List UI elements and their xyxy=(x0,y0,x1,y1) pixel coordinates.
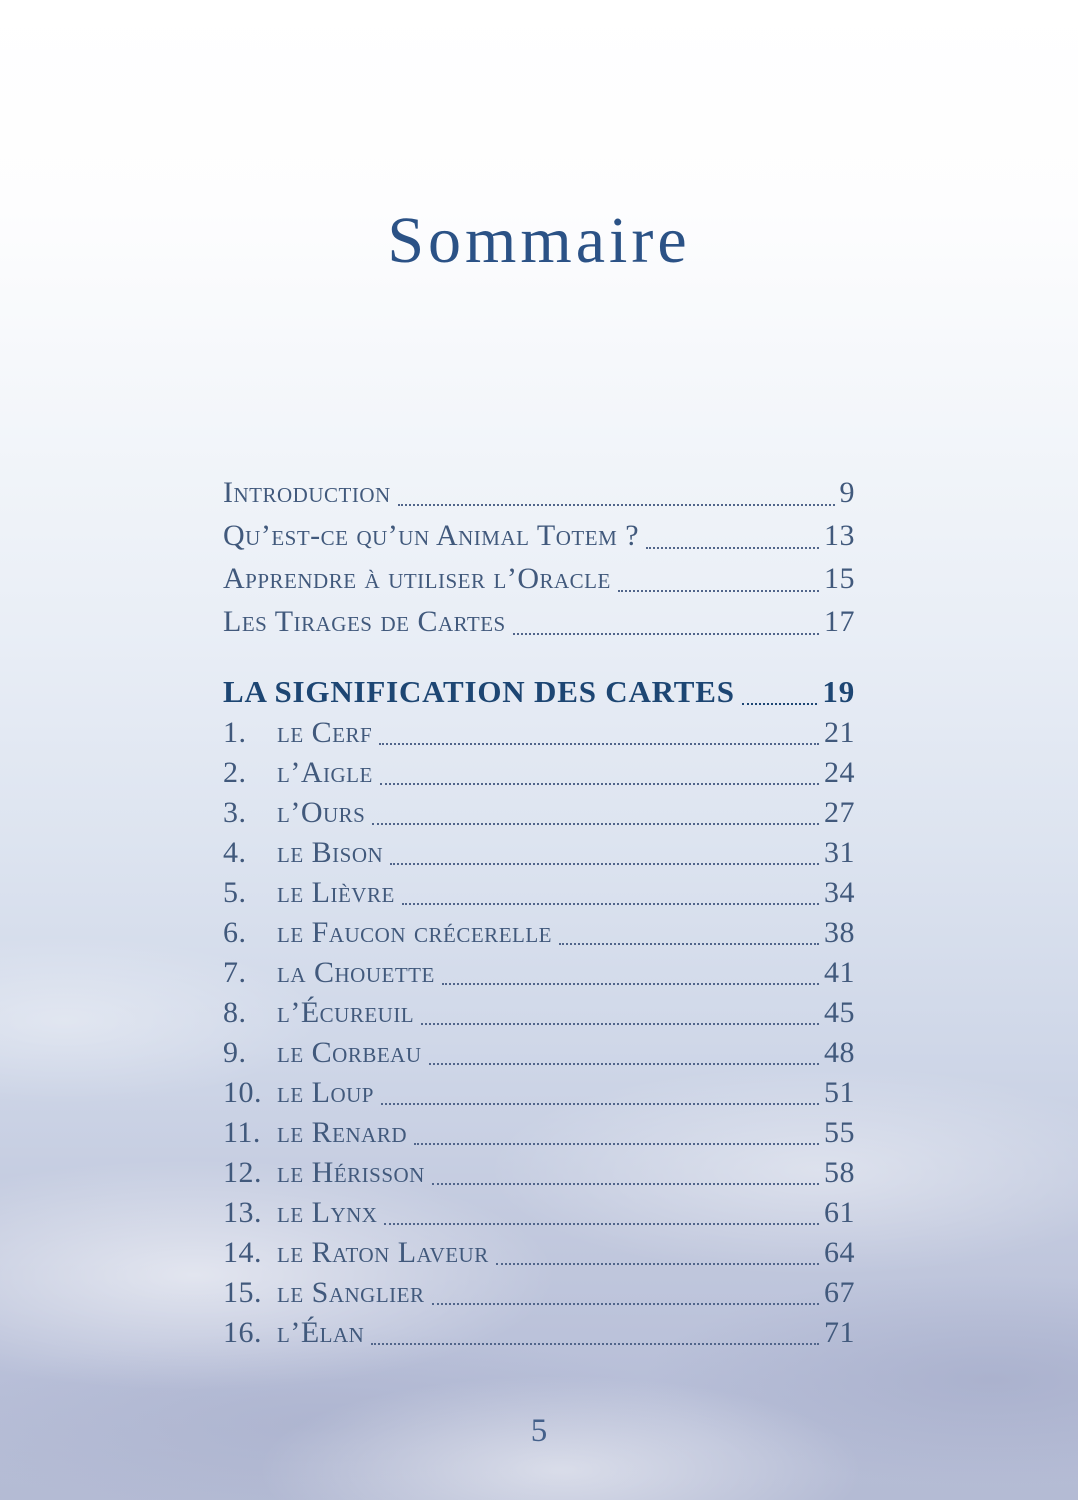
toc-entry-label: le Renard xyxy=(277,1116,407,1150)
toc-entry-page: 41 xyxy=(824,956,855,990)
page-title: Sommaire xyxy=(387,204,691,277)
dot-leader xyxy=(429,1063,819,1065)
toc-entry-number: 10. xyxy=(223,1076,262,1110)
dot-leader xyxy=(379,743,819,745)
toc-entry-introduction xyxy=(223,471,855,514)
toc-entry-number: 12. xyxy=(223,1156,262,1190)
dot-leader xyxy=(421,1023,819,1025)
toc-entry-label: le Loup xyxy=(277,1076,374,1110)
dot-leader xyxy=(380,783,819,785)
toc-entry-ecureuil xyxy=(223,993,855,1033)
toc-entry-label: le Cerf xyxy=(277,716,373,750)
toc-entry-label: Apprendre à utiliser l’Oracle xyxy=(223,562,611,596)
toc-entry-ours xyxy=(223,793,855,833)
dot-leader xyxy=(432,1303,820,1305)
toc-entry-lynx xyxy=(223,1193,855,1233)
toc-entry-label: le Raton Laveur xyxy=(277,1236,489,1270)
toc-entry-bison xyxy=(223,833,855,873)
toc-entry-elan xyxy=(223,1313,855,1353)
toc-entry-tirages-cartes xyxy=(223,600,855,643)
toc-entry-number: 6. xyxy=(223,916,247,950)
toc-entry-sanglier xyxy=(223,1273,855,1313)
page-number: 5 xyxy=(530,1413,548,1449)
toc-entry-page: 9 xyxy=(839,476,855,510)
toc-entry-page: 17 xyxy=(824,605,855,639)
toc-entry-number: 13. xyxy=(223,1196,262,1230)
toc-entry-number: 5. xyxy=(223,876,247,910)
toc-entry-corbeau xyxy=(223,1033,855,1073)
toc-entry-label: Les Tirages de Cartes xyxy=(223,605,506,639)
dot-leader xyxy=(398,504,835,506)
toc-entry-label: Qu’est-ce qu’un Animal Totem ? xyxy=(223,519,640,553)
toc-entry-page: 15 xyxy=(824,562,855,596)
toc-entry-page: 38 xyxy=(824,916,855,950)
toc-entry-page: 48 xyxy=(824,1036,855,1070)
toc-entry-page: 71 xyxy=(824,1316,855,1350)
toc-entry-cerf xyxy=(223,713,855,753)
toc-entry-number: 15. xyxy=(223,1276,262,1310)
toc-entry-page: 55 xyxy=(824,1116,855,1150)
toc-entry-number: 2. xyxy=(223,756,247,790)
dot-leader xyxy=(496,1263,819,1265)
toc-entry-page: 51 xyxy=(824,1076,855,1110)
toc-entry-animal-totem xyxy=(223,514,855,557)
toc-entry-page: 64 xyxy=(824,1236,855,1270)
toc-entry-number: 14. xyxy=(223,1236,262,1270)
toc-entry-label: le Lièvre xyxy=(277,876,395,910)
toc-entry-page: 67 xyxy=(824,1276,855,1310)
toc-entry-page: 21 xyxy=(824,716,855,750)
toc-entry-number: 7. xyxy=(223,956,247,990)
toc-entry-number: 8. xyxy=(223,996,247,1030)
dot-leader xyxy=(384,1223,819,1225)
table-of-contents xyxy=(223,471,855,1353)
dot-leader xyxy=(742,703,818,705)
toc-entry-renard xyxy=(223,1113,855,1153)
toc-entry-utiliser-oracle xyxy=(223,557,855,600)
dot-leader xyxy=(432,1183,819,1185)
toc-entry-label: l’Aigle xyxy=(277,756,373,790)
dot-leader xyxy=(414,1143,819,1145)
toc-entry-faucon-crecerelle xyxy=(223,913,855,953)
toc-entry-number: 4. xyxy=(223,836,247,870)
dot-leader xyxy=(381,1103,819,1105)
toc-entry-number: 9. xyxy=(223,1036,247,1070)
dot-leader xyxy=(371,1343,819,1345)
toc-entry-number: 16. xyxy=(223,1316,262,1350)
toc-section-label: LA SIGNIFICATION DES CARTES xyxy=(223,674,735,710)
toc-entry-label: l’Ours xyxy=(277,796,366,830)
dot-leader xyxy=(646,547,819,549)
toc-entry-page: 31 xyxy=(824,836,855,870)
toc-entry-label: le Bison xyxy=(277,836,384,870)
dot-leader xyxy=(402,903,819,905)
toc-entry-page: 58 xyxy=(824,1156,855,1190)
toc-entry-label: le Lynx xyxy=(277,1196,378,1230)
toc-entry-lievre xyxy=(223,873,855,913)
dot-leader xyxy=(372,823,819,825)
dot-leader xyxy=(513,633,819,635)
toc-section-page: 19 xyxy=(822,674,855,710)
dot-leader xyxy=(390,863,819,865)
toc-entry-page: 45 xyxy=(824,996,855,1030)
dot-leader xyxy=(618,590,819,592)
toc-entry-label: le Faucon crécerelle xyxy=(277,916,553,950)
toc-entry-aigle xyxy=(223,753,855,793)
toc-entry-number: 3. xyxy=(223,796,247,830)
toc-entry-page: 27 xyxy=(824,796,855,830)
toc-entry-raton-laveur xyxy=(223,1233,855,1273)
toc-entry-page: 34 xyxy=(824,876,855,910)
toc-entry-label: la Chouette xyxy=(277,956,435,990)
toc-entry-label: l’Élan xyxy=(277,1316,365,1350)
toc-entry-number: 11. xyxy=(223,1116,261,1150)
toc-entry-page: 61 xyxy=(824,1196,855,1230)
toc-entry-page: 24 xyxy=(824,756,855,790)
toc-entry-label: le Corbeau xyxy=(277,1036,422,1070)
toc-entry-page: 13 xyxy=(824,519,855,553)
toc-entry-label: le Sanglier xyxy=(277,1276,425,1310)
toc-entry-herisson xyxy=(223,1153,855,1193)
toc-entry-label: Introduction xyxy=(223,476,391,510)
toc-entry-number: 1. xyxy=(223,716,247,750)
toc-entry-chouette xyxy=(223,953,855,993)
dot-leader xyxy=(442,983,819,985)
toc-entry-label: l’Écureuil xyxy=(277,996,415,1030)
dot-leader xyxy=(559,943,819,945)
toc-entry-loup xyxy=(223,1073,855,1113)
toc-section-heading xyxy=(223,671,855,713)
toc-entry-label: le Hérisson xyxy=(277,1156,425,1190)
